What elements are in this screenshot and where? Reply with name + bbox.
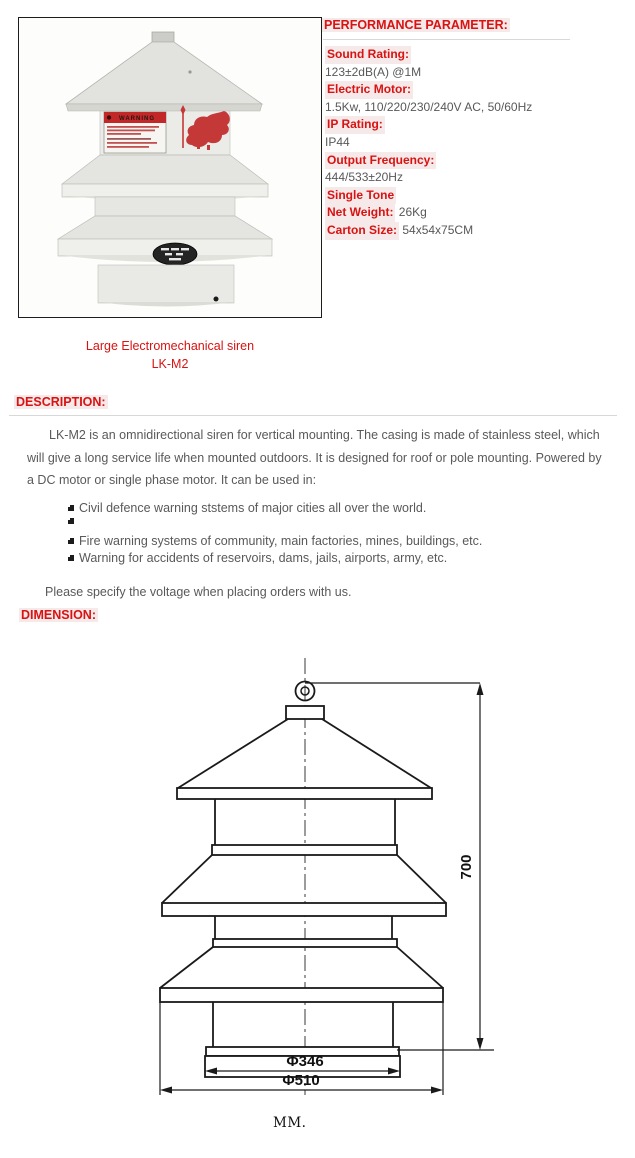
spec-label-sound-rating: Sound Rating: (325, 46, 625, 64)
description-heading (14, 395, 108, 409)
spec-value-output-frequency: 444/533±20Hz (325, 170, 403, 185)
description-divider (9, 415, 617, 416)
unit-label: MM. (273, 1115, 307, 1131)
spec-row-carton-size: Carton Size: 54x54x75CM (325, 222, 625, 240)
spec-value-electric-motor: 1.5Kw, 110/220/230/240V AC, 50/60Hz (325, 99, 533, 114)
spec-label-electric-motor: Electric Motor: (325, 81, 625, 99)
performance-spec-list (325, 46, 625, 240)
bullet-square-icon (68, 538, 74, 544)
dimension-drawing (0, 635, 635, 1110)
siren-middle-skirt (62, 155, 268, 184)
dimension-heading (19, 608, 98, 622)
bullet-item: Civil defence warning ststems of major cities all over the world. (68, 501, 588, 516)
siren-finial (152, 32, 174, 42)
siren-top-cone (66, 42, 262, 104)
bullet-square-icon (68, 518, 74, 524)
warning-label (104, 112, 166, 153)
performance-divider (323, 39, 570, 40)
dim-height-text: 700 (458, 854, 475, 880)
bullet-item (68, 514, 588, 529)
caption-model-number: LK-M2 (151, 356, 189, 371)
bullet-square-icon (68, 555, 74, 561)
spec-value-ip-rating: IP44 (325, 134, 350, 149)
spec-label-ip-rating: IP Rating: (325, 116, 625, 134)
caption-product-name: Large Electromechanical siren (85, 339, 255, 353)
spec-row-net-weight: Net Weight: 26Kg (325, 204, 625, 222)
performance-heading (322, 18, 510, 32)
description-paragraph: LK-M2 is an omnidirectional siren for vertical mounting. The casing is made of stainless steel, which will give a long service life when mounted outdoors. It is designed for roof or pole mounting. Powered by a DC motor or single phase motor. It can be used in: (27, 428, 602, 488)
dim-rim-diameter-text: Φ510 (282, 1072, 320, 1089)
bullet-square-icon (68, 505, 74, 511)
spec-label-output-frequency: Output Frequency: (325, 152, 625, 170)
performance-heading-text: PERFORMANCE PARAMETER: (324, 18, 508, 32)
description-heading-text: DESCRIPTION: (16, 395, 106, 409)
spec-value-sound-rating: 123±2dB(A) @1M (325, 64, 422, 79)
voltage-note: Please specify the voltage when placing orders with us. (45, 585, 352, 599)
photo-caption (18, 338, 322, 373)
spec-label-single-tone: Single Tone (325, 187, 625, 205)
siren-base (98, 265, 234, 303)
bullet-item: Warning for accidents of reservoirs, dams, jails, airports, army, etc. (68, 551, 588, 566)
product-photo (18, 17, 322, 318)
siren-photo-illustration (19, 18, 321, 317)
siren-lower-skirt (58, 216, 272, 239)
brand-oval-logo (153, 243, 197, 265)
dimension-heading-text: DIMENSION: (21, 608, 96, 622)
bullet-item: Fire warning systems of community, main factories, mines, buildings, etc. (68, 534, 588, 549)
dim-base-diameter-text: Φ346 (286, 1053, 324, 1070)
warning-label-text: WARNING (119, 116, 155, 122)
